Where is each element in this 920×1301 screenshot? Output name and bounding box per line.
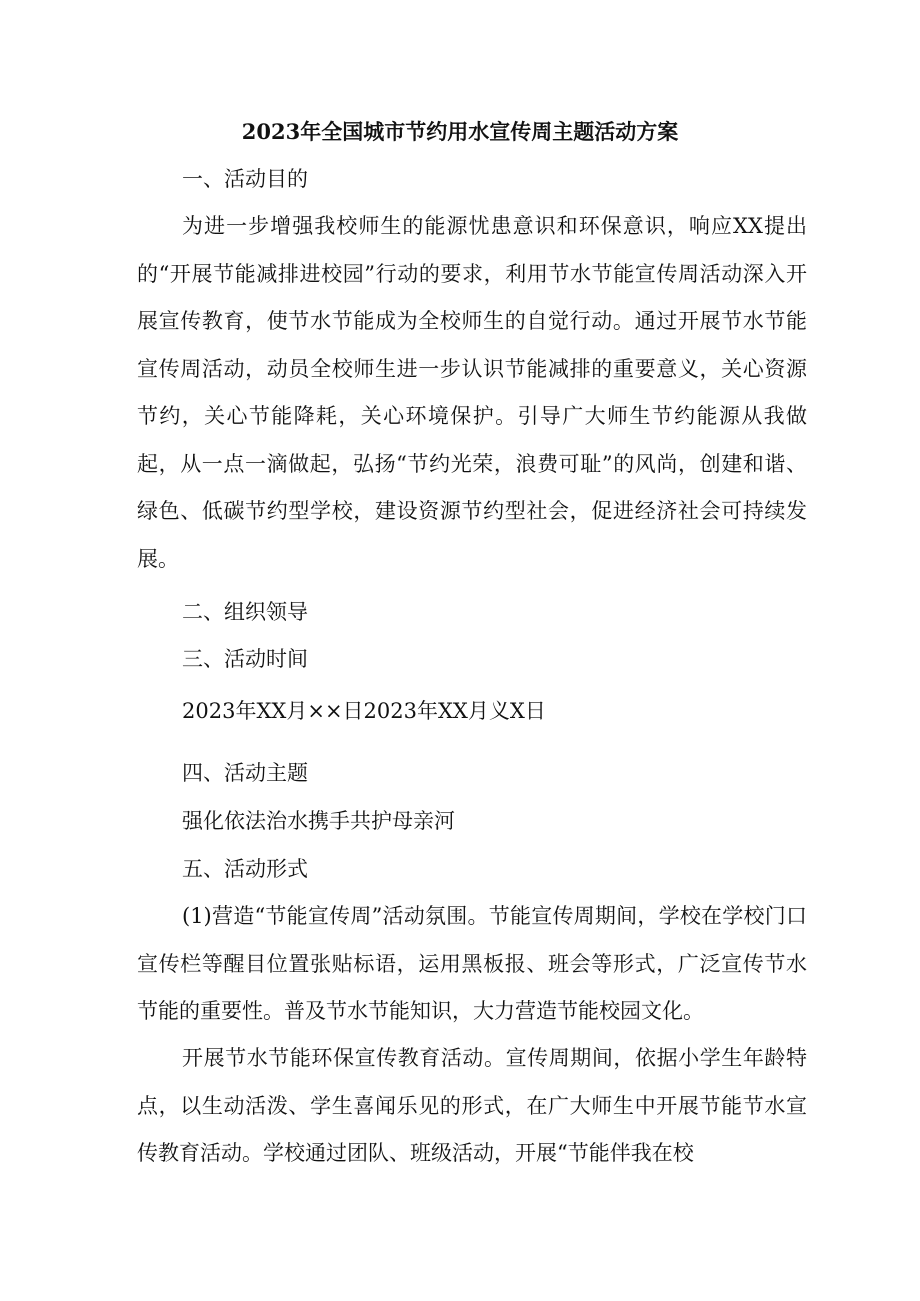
format-paragraph-2: 开展节水节能环保宣传教育活动。宣传周期间，依据小学生年龄特点，以生动活泼、学生喜闻乐见的形式，在广大师生中开展节能节水宣传教育活动。学校通过团队、班级活动，开展“节能伴我在校 (137, 1046, 807, 1165)
section-heading-purpose: 一、活动目的 (182, 167, 308, 191)
section-heading-theme: 四、活动主题 (182, 761, 308, 785)
section-heading-time: 三、活动时间 (182, 647, 308, 671)
document-title: 2023年全国城市节约用水宣传周主题活动方案 (241, 119, 679, 144)
format-paragraph-1: (1)营造“节能宣传周”活动氛围。节能宣传周期间，学校在学校门口宣传栏等醒目位置张贴标语，运用黑板报、班会等形式，广泛宣传节水节能的重要性。普及节水节能知识，大力营造节能校园文化。 (137, 904, 807, 1023)
section-heading-leadership: 二、组织领导 (182, 600, 308, 624)
activity-time-text: 2023年XX月××日2023年XX月义X日 (182, 699, 546, 723)
activity-theme-text: 强化依法治水携手共护母亲河 (182, 809, 455, 833)
purpose-paragraph: 为进一步增强我校师生的能源忧患意识和环保意识，响应XX提出的“开展节能减排进校园”行动的要求，利用节水节能宣传周活动深入开展宣传教育，使节水节能成为全校师生的自觉行动。通过开展节水节能宣传周活动，动员全校师生进一步认识节能减排的重要意义，关心资源节约，关心节能降耗，关心环境保护。引导广大师生节约能源从我做起，从一点一滴做起，弘扬“节约光荣，浪费可耻”的风尚，创建和谐、绿色、低碳节约型学校，建设资源节约型社会，促进经济社会可持续发展。 (137, 214, 807, 571)
section-heading-format: 五、活动形式 (182, 857, 308, 881)
